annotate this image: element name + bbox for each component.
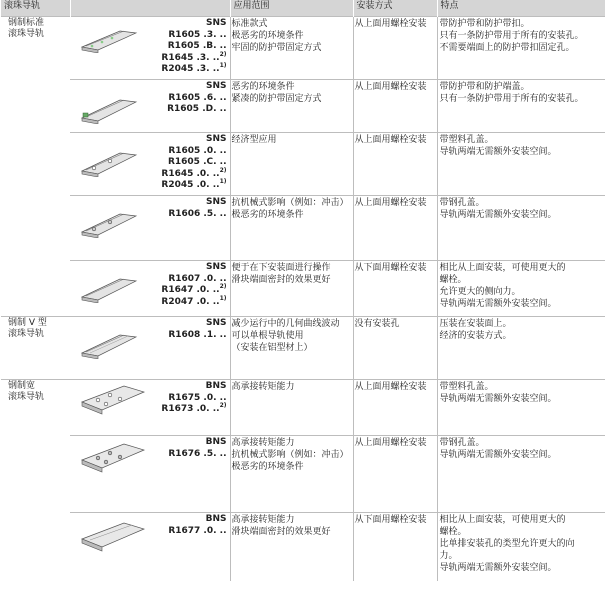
table-row — [1, 133, 605, 196]
features-cell: 压装在安装面上。 经济的安装方式。 — [437, 317, 605, 380]
application-cell: 高承接转矩能力 抗机械式影响（例如：冲击） 极恶劣的环境条件 — [230, 436, 353, 513]
wide-rail-steel-caps-image — [80, 440, 146, 474]
mounting-cell: 从上面用螺栓安装 — [353, 196, 437, 261]
product-cell — [70, 80, 230, 133]
header-features: 特点 — [437, 0, 605, 17]
group-label-steel-wide: 钢制宽 滚珠导轨 — [1, 380, 70, 581]
application-cell: 恶劣的环境条件 紧凑的防护带固定方式 — [230, 80, 353, 133]
table-row — [1, 196, 605, 261]
features-cell: 相比从上面安装，可使用更大的 螺栓。 比单排安装孔的类型允许更大的向 力。 导轨两端无需额外安装空间。 — [437, 513, 605, 581]
mounting-cell: 从上面用螺栓安装 — [353, 133, 437, 196]
v-rail-image — [80, 329, 140, 359]
rail-bottom-mount-image — [80, 273, 140, 303]
application-cell: 高承接转矩能力 滑块端面密封的效果更好 — [230, 513, 353, 581]
features-cell: 带塑料孔盖。 导轨两端无需额外安装空间。 — [437, 380, 605, 436]
table-row — [1, 261, 605, 317]
product-codes: SNS R1605 .0. .. R1605 .C. .. R1645 .0. ..$^{2)}$ R2045 .0. ..$^{1)}$ — [161, 134, 227, 190]
product-cell — [70, 17, 230, 80]
rail-with-steel-caps-image — [80, 208, 140, 238]
product-cell — [70, 133, 230, 196]
product-cell — [70, 261, 230, 317]
mounting-cell: 从上面用螺栓安装 — [353, 436, 437, 513]
group-label-steel-standard: 钢制标准 滚珠导轨 — [1, 17, 70, 317]
wide-rail-plastic-caps-image — [80, 382, 146, 416]
product-cell — [70, 513, 230, 581]
product-codes: BNS R1675 .0. .. R1673 .0. ..$^{2)}$ — [161, 381, 227, 414]
product-cell — [70, 436, 230, 513]
mounting-cell: 从上面用螺栓安装 — [353, 80, 437, 133]
product-codes: SNS R1608 .1. .. — [168, 318, 227, 340]
header-category: 滚珠导轨 — [1, 0, 70, 17]
features-cell: 带防护带和防护端盖。 只有一条防护带用于所有的安装孔。 — [437, 80, 605, 133]
product-codes: SNS R1605 .3. .. R1605 .B. .. R1645 .3. ..$^{2)}$ R2045 .3. ..$^{1)}$ — [161, 18, 227, 74]
header-mounting: 安装方式 — [353, 0, 437, 17]
rail-with-end-cap-image — [80, 94, 140, 124]
table-row — [1, 513, 605, 581]
features-cell: 带塑料孔盖。 导轨两端无需额外安装空间。 — [437, 133, 605, 196]
header-product — [70, 0, 230, 17]
application-cell: 抗机械式影响（例如：冲击） 极恶劣的环境条件 — [230, 196, 353, 261]
header-application: 应用范围 — [230, 0, 353, 17]
application-cell: 便于在下安装面进行操作 滑块端面密封的效果更好 — [230, 261, 353, 317]
application-cell: 减少运行中的几何曲线波动 可以单根导轨使用 （安装在铝型材上） — [230, 317, 353, 380]
product-codes: SNS R1607 .0. .. R1647 .0. ..$^{2)}$ R2047 .0. ..$^{1)}$ — [161, 262, 227, 307]
product-cell — [70, 196, 230, 261]
guide-rail-table — [1, 0, 605, 581]
product-cell — [70, 380, 230, 436]
features-cell: 带钢孔盖。 导轨两端无需额外安装空间。 — [437, 196, 605, 261]
application-cell: 经济型应用 — [230, 133, 353, 196]
product-cell — [70, 317, 230, 380]
table-row — [1, 317, 605, 380]
table-header-row — [1, 0, 605, 17]
mounting-cell: 没有安装孔 — [353, 317, 437, 380]
mounting-cell: 从上面用螺栓安装 — [353, 17, 437, 80]
rail-with-strip-image — [80, 25, 140, 53]
table-row — [1, 80, 605, 133]
mounting-cell: 从下面用螺栓安装 — [353, 513, 437, 581]
features-cell: 相比从上面安装，可使用更大的 螺栓。 允许更大的侧向力。 导轨两端无需额外安装空间。 — [437, 261, 605, 317]
product-codes: BNS R1676 .5. .. — [168, 437, 227, 459]
application-cell: 高承接转矩能力 — [230, 380, 353, 436]
table-row — [1, 17, 605, 80]
mounting-cell: 从下面用螺栓安装 — [353, 261, 437, 317]
features-cell: 带钢孔盖。 导轨两端无需额外安装空间。 — [437, 436, 605, 513]
table-row — [1, 380, 605, 436]
mounting-cell: 从上面用螺栓安装 — [353, 380, 437, 436]
wide-rail-bottom-mount-image — [80, 519, 146, 553]
group-label-steel-v: 钢制 V 型 滚珠导轨 — [1, 317, 70, 380]
application-cell: 标准款式 极恶劣的环境条件 牢固的防护带固定方式 — [230, 17, 353, 80]
table-row — [1, 436, 605, 513]
product-codes: BNS R1677 .0. .. — [168, 514, 227, 536]
features-cell: 带防护带和防护带扣。 只有一条防护带用于所有的安装孔。 不需要端面上的防护带扣固定孔。 — [437, 17, 605, 80]
product-codes: SNS R1605 .6. .. R1605 .D. .. — [167, 81, 227, 114]
rail-with-plastic-caps-image — [80, 147, 140, 177]
product-codes: SNS R1606 .5. .. — [168, 197, 227, 219]
